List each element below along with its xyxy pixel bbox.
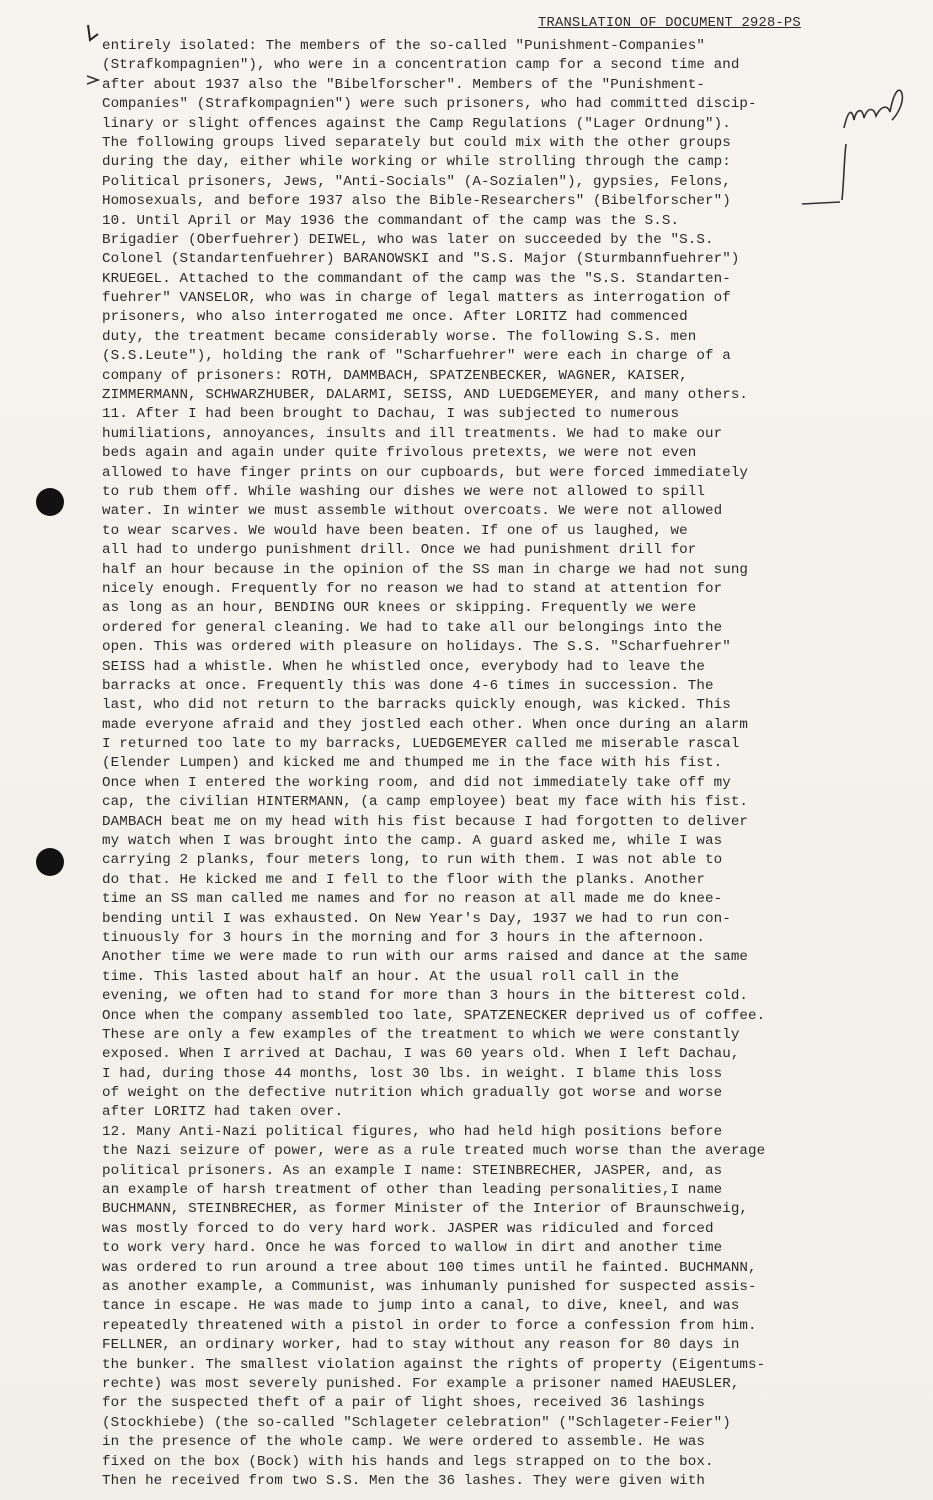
text-line: do that. He kicked me and I fell to the floor with the planks. Another (102, 871, 705, 888)
text-line: Another time we were made to run with our arms raised and dance at the same (102, 949, 749, 966)
document-header: TRANSLATION OF DOCUMENT 2928-PS (538, 16, 801, 31)
text-line: to rub them off. While washing our dishes we were not allowed to spill (102, 483, 705, 500)
text-line: as long as an hour, BENDING OUR knees or skipping. Frequently we were (102, 600, 697, 617)
text-line: as another example, a Communist, was inhumanly punished for suspected assis- (102, 1279, 757, 1295)
text-line: prisoners, who also interrogated me once. After LORITZ had commenced (102, 309, 688, 326)
document-body (102, 37, 882, 1491)
text-line: Once when I entered the working room, and did not immediately take off my (102, 774, 731, 791)
text-line: during the day, either while working or while strolling through the camp: (102, 154, 731, 171)
text-line: fuehrer" VANSELOR, who was in charge of legal matters as interrogation of (102, 290, 731, 307)
text-line: fixed on the box (Bock) with his hands and legs strapped on to the box. (102, 1453, 714, 1470)
text-line: political prisoners. As an example I name: STEINBRECHER, JASPER, and, as (102, 1162, 723, 1179)
text-line: my watch when I was brought into the camp. A guard asked me, while I was (102, 833, 723, 850)
text-line: after LORITZ had taken over. (102, 1104, 344, 1121)
text-line: time. This lasted about half an hour. At the usual roll call in the (102, 968, 680, 985)
text-line: I had, during those 44 months, lost 30 lbs. in weight. I blame this loss (102, 1065, 723, 1082)
text-line: rechte) was most severely punished. For example a prisoner named HAEUSLER, (102, 1375, 740, 1392)
text-line: These are only a few examples of the treatment to which we were constantly (102, 1026, 740, 1043)
text-line: repeatedly threatened with a pistol in order to force a confession from him. (102, 1317, 757, 1334)
text-line: BUCHMANN, STEINBRECHER, as former Minister of the Interior of Braunschweig, (102, 1201, 749, 1218)
text-line: for the suspected theft of a pair of light shoes, received 36 lashings (102, 1395, 705, 1412)
text-line: FELLNER, an ordinary worker, had to stay without any reason for 80 days in (102, 1337, 740, 1354)
text-line: Companies" (Strafkompagnien") were such prisoners, who had committed discip- (102, 96, 757, 113)
text-line: in the presence of the whole camp. We were ordered to assemble. He was (102, 1434, 705, 1451)
margin-arrow-mark (86, 74, 100, 86)
text-line: SEISS had a whistle. When he whistled once, everybody had to leave the (102, 658, 705, 675)
text-line: DAMBACH beat me on my head with his fist because I had forgotten to deliver (102, 813, 749, 830)
text-line: evening, we often had to stand for more than 3 hours in the bitterest cold. (102, 988, 749, 1005)
text-line: nicely enough. Frequently for no reason we had to stand at attention for (102, 580, 723, 597)
text-line: entirely isolated: The members of the so-called "Punishment-Companies" (102, 38, 705, 54)
text-line: beds again and again under quite frivolous pretexts, we were not even (102, 445, 697, 462)
text-line: exposed. When I arrived at Dachau, I was 60 years old. When I left Dachau, (102, 1046, 740, 1063)
text-line: was ordered to run around a tree about 100 times until he fainted. BUCHMANN, (102, 1259, 757, 1276)
text-line: barracks at once. Frequently this was done 4-6 times in succession. The (102, 677, 714, 694)
text-line: an example of harsh treatment of other than leading personalities,I name (102, 1182, 723, 1199)
text-line: company of prisoners: ROTH, DAMMBACH, SPATZENBECKER, WAGNER, KAISER, (102, 367, 688, 384)
text-line: tance in escape. He was made to jump into a canal, to dive, kneel, and was (102, 1298, 740, 1315)
handwritten-tick-mark (82, 22, 104, 44)
text-line: the Nazi seizure of power, were as a rule treated much worse than the average (102, 1143, 766, 1160)
text-line: ordered for general cleaning. We had to take all our belongings into the (102, 619, 723, 636)
text-line: (Strafkompagnien"), who were in a concentration camp for a second time and (102, 57, 740, 74)
text-line: allowed to have finger prints on our cupboards, but were forced immediately (102, 464, 749, 481)
text-line: Homosexuals, and before 1937 also the Bible-Researchers" (Bibelforscher") (102, 193, 731, 210)
text-line: duty, the treatment became considerably worse. The following S.S. men (102, 328, 697, 345)
text-line: tinuously for 3 hours in the morning and for 3 hours in the afternoon. (102, 929, 705, 946)
text-line: Then he received from two S.S. Men the 36 lashes. They were given with (102, 1472, 705, 1489)
text-line: 12. Many Anti-Nazi political figures, who had held high positions before (102, 1123, 723, 1140)
text-line: KRUEGEL. Attached to the commandant of the camp was the "S.S. Standarten- (102, 270, 731, 287)
text-line: cap, the civilian HINTERMANN, (a camp employee) beat my face with his fist. (102, 794, 749, 811)
text-line: after about 1937 also the "Bibelforscher". Members of the "Punishment- (102, 76, 705, 93)
text-line: carrying 2 planks, four meters long, to run with them. I was not able to (102, 852, 723, 869)
text-line: made everyone afraid and they jostled each other. When once during an alarm (102, 716, 749, 733)
text-line: last, who did not return to the barracks quickly enough, was kicked. This (102, 697, 731, 714)
text-line: (Stockhiebe) (the so-called "Schlageter celebration" ("Schlageter-Feier") (102, 1414, 731, 1431)
text-line: was mostly forced to do very hard work. JASPER was ridiculed and forced (102, 1220, 714, 1237)
text-line: bending until I was exhausted. On New Year's Day, 1937 we had to run con- (102, 910, 731, 927)
text-line: time an SS man called me names and for no reason at all made me do knee- (102, 891, 723, 908)
text-line: linary or slight offences against the Camp Regulations ("Lager Ordnung"). (102, 115, 731, 132)
text-line: the bunker. The smallest violation against the rights of property (Eigentums- (102, 1356, 766, 1373)
text-line: Political prisoners, Jews, "Anti-Socials" (A-Sozialen"), gypsies, Felons, (102, 173, 731, 190)
text-line: open. This was ordered with pleasure on holidays. The S.S. "Scharfuehrer" (102, 639, 731, 656)
binder-hole-upper (36, 488, 64, 516)
text-line: Brigadier (Oberfuehrer) DEIWEL, who was later on succeeded by the "S.S. (102, 231, 714, 248)
text-line: all had to undergo punishment drill. Once we had punishment drill for (102, 542, 697, 559)
text-line: to work very hard. Once he was forced to wallow in dirt and another time (102, 1240, 723, 1257)
text-line: Colonel (Standartenfuehrer) BARANOWSKI and "S.S. Major (Sturmbannfuehrer") (102, 251, 740, 268)
text-line: (S.S.Leute"), holding the rank of "Scharfuehrer" were each in charge of a (102, 348, 731, 365)
text-line: to wear scarves. We would have been beaten. If one of us laughed, we (102, 522, 688, 539)
text-line: half an hour because in the opinion of the SS man in charge we had not sung (102, 561, 749, 578)
text-line: Once when the company assembled too late, SPATZENECKER deprived us of coffee. (102, 1007, 766, 1024)
text-line: 11. After I had been brought to Dachau, I was subjected to numerous (102, 406, 680, 423)
text-line: of weight on the defective nutrition which gradually got worse and worse (102, 1085, 723, 1102)
text-line: The following groups lived separately but could mix with the other groups (102, 134, 731, 151)
text-line: 10. Until April or May 1936 the commandant of the camp was the S.S. (102, 212, 680, 229)
text-line: I returned too late to my barracks, LUEDGEMEYER called me miserable rascal (102, 736, 740, 753)
text-line: ZIMMERMANN, SCHWARZHUBER, DALARMI, SEISS, AND LUEDGEMEYER, and many others. (102, 387, 749, 404)
text-line: water. In winter we must assemble without overcoats. We were not allowed (102, 503, 723, 520)
text-line: humiliations, annoyances, insults and ill treatments. We had to make our (102, 425, 723, 442)
text-line: (Elender Lumpen) and kicked me and thumped me in the face with his fist. (102, 755, 723, 772)
binder-hole-lower (36, 848, 64, 876)
